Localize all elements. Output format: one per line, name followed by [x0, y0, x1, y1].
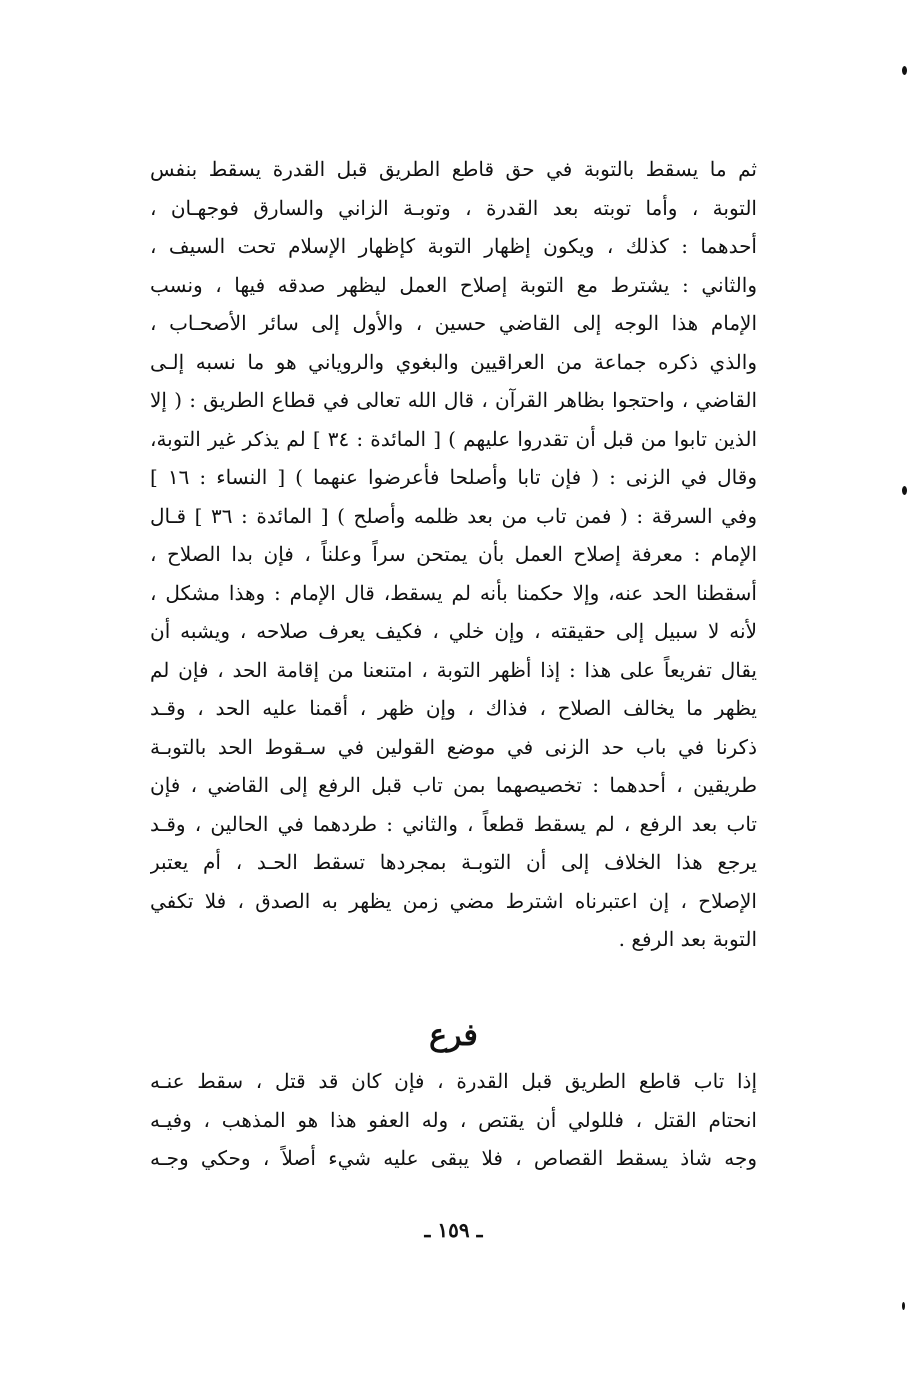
text-line: تاب بعد الرفع ، لم يسقط قطعاً ، والثاني : طردهما في الحالين ، وقـد	[150, 811, 757, 836]
section-heading: فرع	[429, 1018, 478, 1053]
text-line: التوبة ، وأما توبته بعد القدرة ، وتوبـة الزاني والسارق فوجهـان ،	[150, 195, 757, 220]
text-line: والثاني : يشترط مع التوبة إصلاح العمل ليظهر صدقه فيها ، ونسب	[150, 272, 757, 297]
text-line: وقال في الزنى : ( فإن تابا وأصلحا فأعرضوا عنهما ) [ النساء : ١٦ ]	[150, 465, 757, 489]
text-line: التوبة بعد الرفع .	[618, 927, 757, 951]
paragraph-main	[150, 150, 757, 959]
text-line: ذكرنا في باب حد الزنى في موضع القولين في سـقوط الحد بالتوبـة	[150, 734, 757, 759]
paragraph-section	[150, 1062, 757, 1178]
text-line: وفي السرقة : ( فمن تاب من بعد ظلمه وأصلح ) [ المائدة : ٣٦ ] قـال	[150, 503, 757, 528]
text-line: طريقين ، أحدهما : تخصيصهما بمن تاب قبل الرفع إلى القاضي ، فإن	[150, 773, 757, 797]
scan-mark	[902, 1302, 905, 1310]
text-line: انحتام القتل ، فللولي أن يقتص ، وله العفو هذا هو المذهب ، وفيـه	[150, 1107, 757, 1132]
text-line: أحدهما : كذلك ، ويكون إظهار التوبة كإظهار الإسلام تحت السيف ،	[150, 234, 757, 258]
text-line: إذا تاب قاطع الطريق قبل القدرة ، فإن كان قد قتل ، سقط عنـه	[150, 1069, 757, 1093]
text-line: يقال تفريعاً على هذا : إذا أظهر التوبة ، امتنعنا من إقامة الحد ، فإن لم	[150, 657, 757, 682]
text-line: أسقطنا الحد عنه، وإلا حكمنا بأنه لم يسقط، قال الإمام : وهذا مشكل ،	[150, 580, 757, 605]
text-line: يظهر ما يخالف الصلاح ، فذاك ، وإن ظهر ، أقمنا عليه الحد ، وقـد	[150, 696, 757, 720]
text-line: ثم ما يسقط بالتوبة في حق قاطع الطريق قبل القدرة يسقط بنفس	[150, 157, 757, 181]
scan-mark	[902, 66, 907, 75]
scan-mark	[902, 486, 907, 495]
text-line: لأنه لا سبيل إلى حقيقته ، وإن خلي ، فكيف يعرف صلاحه ، ويشبه أن	[150, 619, 757, 643]
text-line: يرجع هذا الخلاف إلى أن التوبـة بمجردها تسقط الحـد ، أم يعتبر	[150, 850, 757, 874]
text-line: الإمام هذا الوجه إلى القاضي حسين ، والأول إلى سائر الأصحـاب ،	[150, 311, 757, 335]
page-number: ـ ١٥٩ ـ	[424, 1218, 483, 1242]
text-line: القاضي ، واحتجوا بظاهر القرآن ، قال الله تعالى في قطاع الطريق : ( إلا	[150, 388, 757, 412]
text-line: الإمام : معرفة إصلاح العمل بأن يمتحن سراً وعلناً ، فإن بدا الصلاح ،	[150, 542, 757, 566]
text-line: والذي ذكره جماعة من العراقيين والبغوي والروياني هو ما نسبه إلـى	[150, 349, 757, 374]
text-line: الذين تابوا من قبل أن تقدروا عليهم ) [ المائدة : ٣٤ ] لم يذكر غير التوبة،	[150, 426, 757, 451]
text-line: وجه شاذ يسقط القصاص ، فلا يبقى عليه شيء أصلاً ، وحكي وجـه	[150, 1146, 757, 1170]
text-line: الإصلاح ، إن اعتبرناه اشترط مضي زمن يظهر به الصدق ، فلا تكفي	[150, 888, 757, 913]
